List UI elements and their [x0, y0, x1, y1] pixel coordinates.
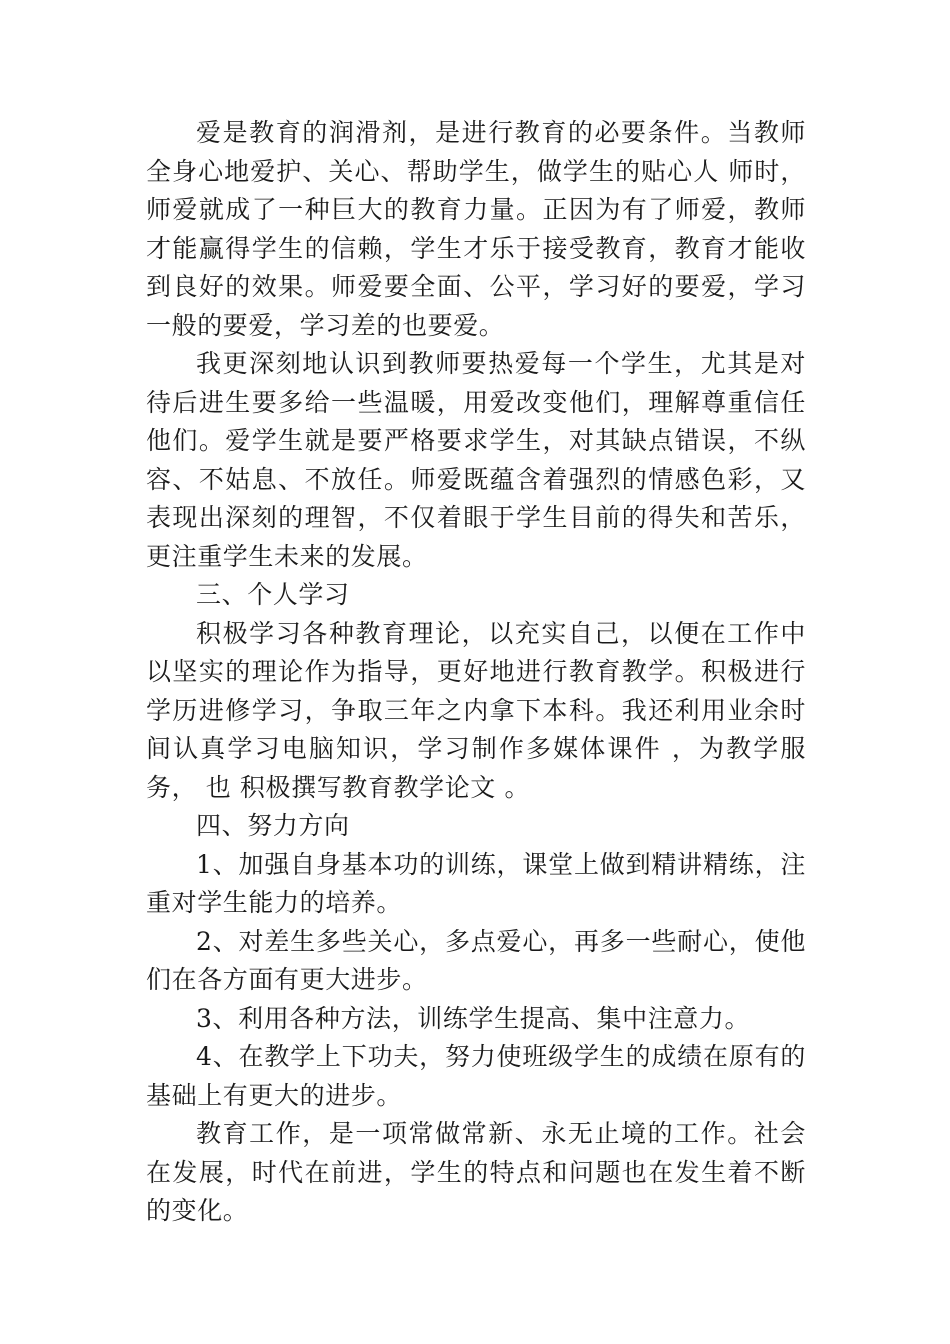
paragraph-conclusion: 教育工作，是一项常做常新、永无止境的工作。社会在发展，时代在前进，学生的特点和问题也在发生着不断的变化。 [146, 1119, 806, 1225]
paragraph-teacher-love: 爱是教育的润滑剂，是进行教育的必要条件。当教师全身心地爱护、关心、帮助学生，做学生的贴心人 师时，师爱就成了一种巨大的教育力量。正因为有了师爱，教师才能赢得学生的信赖，学生才乐于接受教育，教育才能收到良好的效果。师爱要全面、公平，学习好的要爱，学习一般的要爱，学习差的也要爱。 [146, 118, 806, 340]
paragraph-love-every-student: 我更深刻地认识到教师要热爱每一个学生，尤其是对待后进生要多给一些温暖，用爱改变他们，理解尊重信任他们。爱学生就是要严格要求学生，对其缺点错误，不纵容、不姑息、不放任。师爱既蕴含着强烈的情感色彩，又表现出深刻的理智，不仅着眼于学生目前的得失和苦乐，更注重学生未来的发展。 [146, 349, 806, 571]
paragraph-personal-study: 积极学习各种教育理论，以充实自己，以便在工作中以坚实的理论作为指导，更好地进行教育教学。积极进行学历进修学习，争取三年之内拿下本科。我还利用业余时间认真学习电脑知识，学习制作多媒体课件 ，为教学服务， 也 积极撰写教育教学论文 。 [146, 618, 806, 802]
list-item-4: 4、在教学上下功夫，努力使班级学生的成绩在原有的基础上有更大的进步。 [146, 1042, 806, 1110]
section-heading-personal-study: 三、个人学习 [196, 580, 350, 609]
list-item-1: 1、加强自身基本功的训练，课堂上做到精讲精练，注重对学生能力的培养。 [146, 849, 806, 917]
list-item-2: 2、对差生多些关心，多点爱心，再多一些耐心，使他们在各方面有更大进步。 [146, 926, 806, 994]
document-body [146, 114, 806, 1231]
section-heading-direction: 四、努力方向 [196, 811, 350, 840]
list-item-3: 3、利用各种方法，训练学生提高、集中注意力。 [196, 1003, 751, 1033]
